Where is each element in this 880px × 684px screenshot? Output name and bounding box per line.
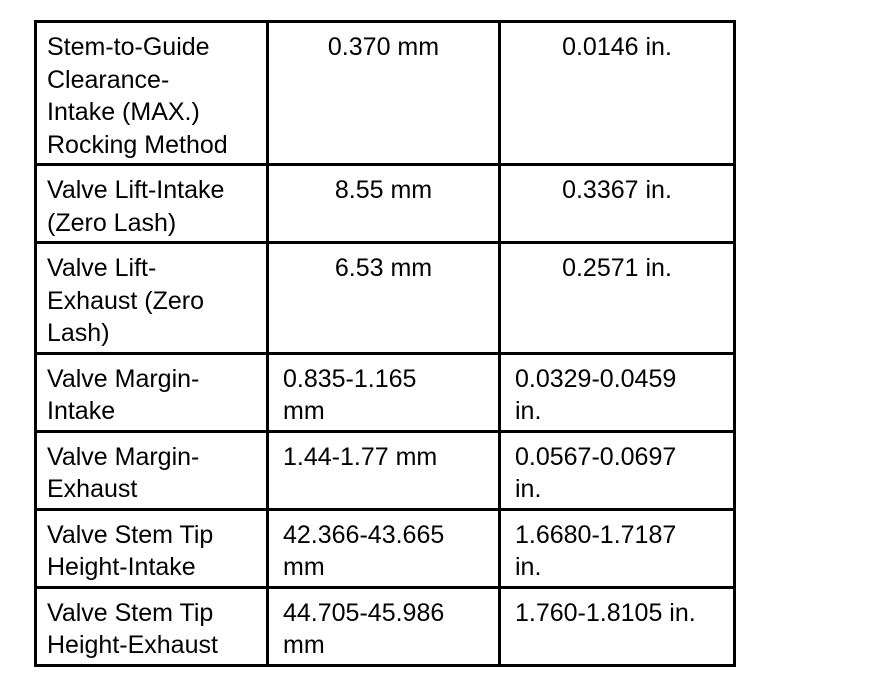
parameter-cell: Valve Margin- Exhaust (36, 431, 268, 509)
english-value-cell: 0.2571 in. (500, 243, 735, 354)
metric-value-cell: 1.44-1.77 mm (268, 431, 500, 509)
table-row (36, 587, 735, 665)
english-value-cell: 0.0146 in. (500, 22, 735, 165)
metric-value-cell: 42.366-43.665 mm (268, 509, 500, 587)
parameter-cell: Valve Stem Tip Height-Exhaust (36, 587, 268, 665)
english-value-cell: 0.0567-0.0697 in. (500, 431, 735, 509)
table-row (36, 353, 735, 431)
parameter-cell: Valve Lift-Intake (Zero Lash) (36, 165, 268, 243)
table-row (36, 165, 735, 243)
table-row (36, 22, 735, 165)
parameter-cell: Valve Lift- Exhaust (Zero Lash) (36, 243, 268, 354)
metric-value-cell: 8.55 mm (268, 165, 500, 243)
metric-value-cell: 6.53 mm (268, 243, 500, 354)
metric-value-cell: 0.370 mm (268, 22, 500, 165)
spec-table-body (36, 22, 735, 666)
parameter-cell: Valve Stem Tip Height-Intake (36, 509, 268, 587)
metric-value-cell: 44.705-45.986 mm (268, 587, 500, 665)
english-value-cell: 0.3367 in. (500, 165, 735, 243)
parameter-cell: Stem-to-Guide Clearance- Intake (MAX.) Rocking Method (36, 22, 268, 165)
english-value-cell: 1.760-1.8105 in. (500, 587, 735, 665)
table-row (36, 243, 735, 354)
metric-value-cell: 0.835-1.165 mm (268, 353, 500, 431)
valve-spec-table (34, 20, 736, 667)
english-value-cell: 1.6680-1.7187 in. (500, 509, 735, 587)
parameter-cell: Valve Margin- Intake (36, 353, 268, 431)
english-value-cell: 0.0329-0.0459 in. (500, 353, 735, 431)
table-row (36, 509, 735, 587)
table-row (36, 431, 735, 509)
